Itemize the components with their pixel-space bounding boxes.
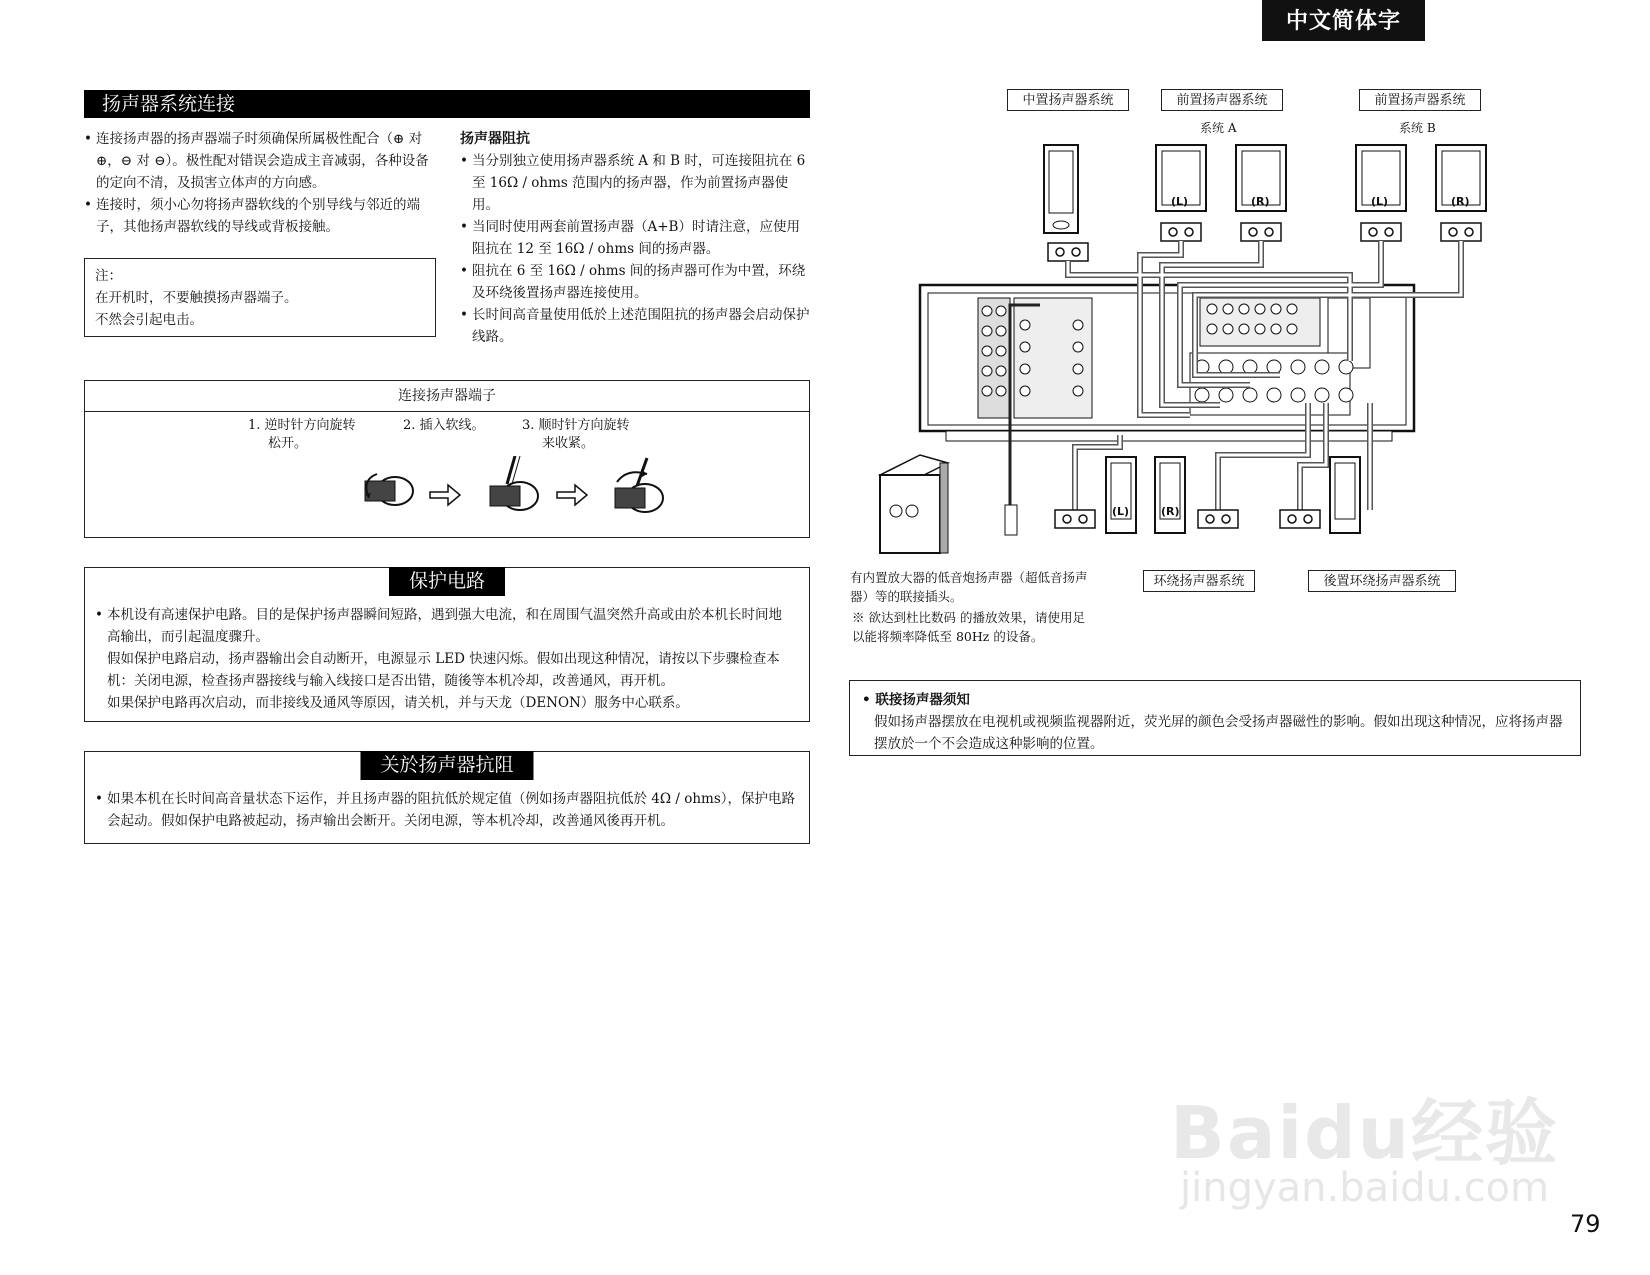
impedance-section (460, 128, 810, 348)
protection-line-3: 如果保护电路再次启动，而非接线及通风等原因，请关机，并与天龙（DENON）服务中心联系。 (107, 695, 689, 711)
front-a-right-mark: (R) (1251, 195, 1270, 208)
bullet-polarity: • 连接扬声器的扬声器端子时须确保所属极性配合（⊕ 对 ⊕，⊖ 对 ⊖）。极性配对错误会造成主音减弱，各种设备的定向不清，及损害立体声的方向感。 (84, 128, 436, 194)
page-number: 79 (1570, 1210, 1601, 1238)
impedance-bullet-3: • 阻抗在 6 至 16Ω / ohms 间的扬声器可作为中置，环绕及环绕後置扬声器连接使用。 (460, 260, 810, 304)
center-speaker-label: 中置扬声器系统 (1007, 89, 1129, 111)
step-3 (522, 417, 672, 453)
protection-line-1: • 本机设有高速保护电路。目的是保护扬声器瞬间短路，遇到强大电流，和在周围气温突然升高或由於本机长时间地高输出，而引起温度骤升。 (95, 604, 795, 648)
impedance-title: 扬声器阻抗 (460, 131, 530, 147)
terminal-steps-title: 连接扬声器端子 (85, 381, 809, 412)
surround-terminal-icons (1055, 510, 1320, 528)
step-1 (248, 417, 398, 453)
impedance-note-title: 关於扬声器抗阻 (360, 751, 533, 780)
front-a-left-mark: (L) (1171, 195, 1189, 208)
step-3-line2: 来收紧。 (542, 436, 595, 451)
note-line-1: 在开机时，不要触摸扬声器端子。 (95, 290, 298, 306)
surround-left-speaker-icon (1106, 457, 1136, 533)
bullet-wires: • 连接时，须小心勿将扬声器软线的个别导线与邻近的端子，其他扬声器软线的导线或背板接触。 (84, 194, 436, 238)
tv-notice-title-text: 联接扬声器须知 (875, 692, 970, 708)
front-a-label: 前置扬声器系统 (1161, 89, 1283, 111)
note-title: 注： (95, 268, 122, 284)
watermark-logo: Baidu经验 (1170, 1091, 1559, 1175)
impedance-bullet-4: • 长时间高音量使用低於上述范围阻抗的扬声器会启动保护线路。 (460, 304, 810, 348)
protection-line-2: 假如保护电路启动，扬声器输出会自动断开，电源显示 LED 快速闪烁。假如出现这种情况，请按以下步骤检查本机：关闭电源，检查扬声器接线与输入线接口是否出错，随後等本机冷却，改善通风，再开机。 (107, 651, 780, 689)
connection-bullets (84, 128, 436, 238)
terminal-loosen-icon (365, 474, 413, 505)
section-title: 扬声器系统连接 (84, 90, 810, 118)
arrow-icon (430, 485, 460, 505)
front-b-right-mark: (R) (1451, 195, 1470, 208)
terminal-illustration (285, 456, 685, 526)
protection-title: 保护电路 (389, 567, 505, 596)
step-1-line1: 1. 逆时针方向旋转 (248, 418, 356, 433)
surround-label: 环绕扬声器系统 (1143, 570, 1255, 592)
front-b-label: 前置扬声器系统 (1359, 89, 1481, 111)
impedance-note-text: • 如果本机在长时间高音量状态下运作，并且扬声器的阻抗低於规定值（例如扬声器阻抗低於 4Ω / ohms），保护电路会起动。假如保护电路被起动，扬声输出会断开。关闭电源，等本机冷却，改善通风後再开机。 (95, 788, 795, 832)
language-tab: 中文简体字 (1262, 0, 1425, 41)
surround-left-mark: (L) (1112, 505, 1130, 518)
terminal-insert-icon (490, 456, 538, 510)
note-line-2: 不然会引起电击。 (95, 312, 203, 328)
caution-note (84, 258, 436, 337)
wiring-diagram (850, 85, 1590, 665)
surround-right-speaker-icon (1155, 457, 1185, 533)
subwoofer-icon (880, 455, 1017, 553)
step-2 (403, 417, 523, 435)
step-2-line1: 2. 插入软线。 (403, 418, 485, 433)
subwoofer-note: ※ 欲达到杜比数码 的播放效果，请使用足以能将频率降低至 80Hz 的设备。 (852, 610, 1085, 644)
arrow-icon (557, 485, 587, 505)
surround-back-label: 後置环绕扬声器系统 (1308, 570, 1456, 592)
surround-back-speaker-icon (1330, 457, 1360, 533)
system-b-label: 系统 B (1399, 121, 1436, 135)
system-a-label: 系统 A (1200, 121, 1237, 135)
impedance-bullet-1: • 当分别独立使用扬声器系统 A 和 B 时，可连接阻抗在 6 至 16Ω / ohms 范围内的扬声器，作为前置扬声器使用。 (460, 150, 810, 216)
surround-right-mark: (R) (1161, 505, 1180, 518)
step-3-line1: 3. 顺时针方向旋转 (522, 418, 630, 433)
front-terminal-icons (1048, 223, 1481, 261)
step-1-line2: 松开。 (268, 436, 308, 451)
front-b-left-mark: (L) (1371, 195, 1389, 208)
terminal-steps-box (84, 380, 810, 538)
impedance-note-box (84, 751, 810, 844)
center-speaker-icon (1044, 145, 1078, 233)
tv-notice-title: • 联接扬声器须知 (862, 692, 970, 708)
impedance-bullet-2: • 当同时使用两套前置扬声器（A+B）时请注意，应使用阻抗在 12 至 16Ω / ohms 间的扬声器。 (460, 216, 810, 260)
protection-box (84, 567, 810, 722)
tv-notice-box (849, 680, 1581, 756)
terminal-tighten-icon (615, 458, 663, 512)
watermark-url: jingyan.baidu.com (1180, 1165, 1550, 1211)
subwoofer-caption: 有内置放大器的低音炮扬声器（超低音扬声器）等的联接插头。 (850, 570, 1088, 604)
tv-notice-text: 假如扬声器摆放在电视机或视频监视器附近，荧光屏的颜色会受扬声器磁性的影响。假如出现这种情况，应将扬声器摆放於一个不会造成这种影响的位置。 (874, 714, 1563, 752)
